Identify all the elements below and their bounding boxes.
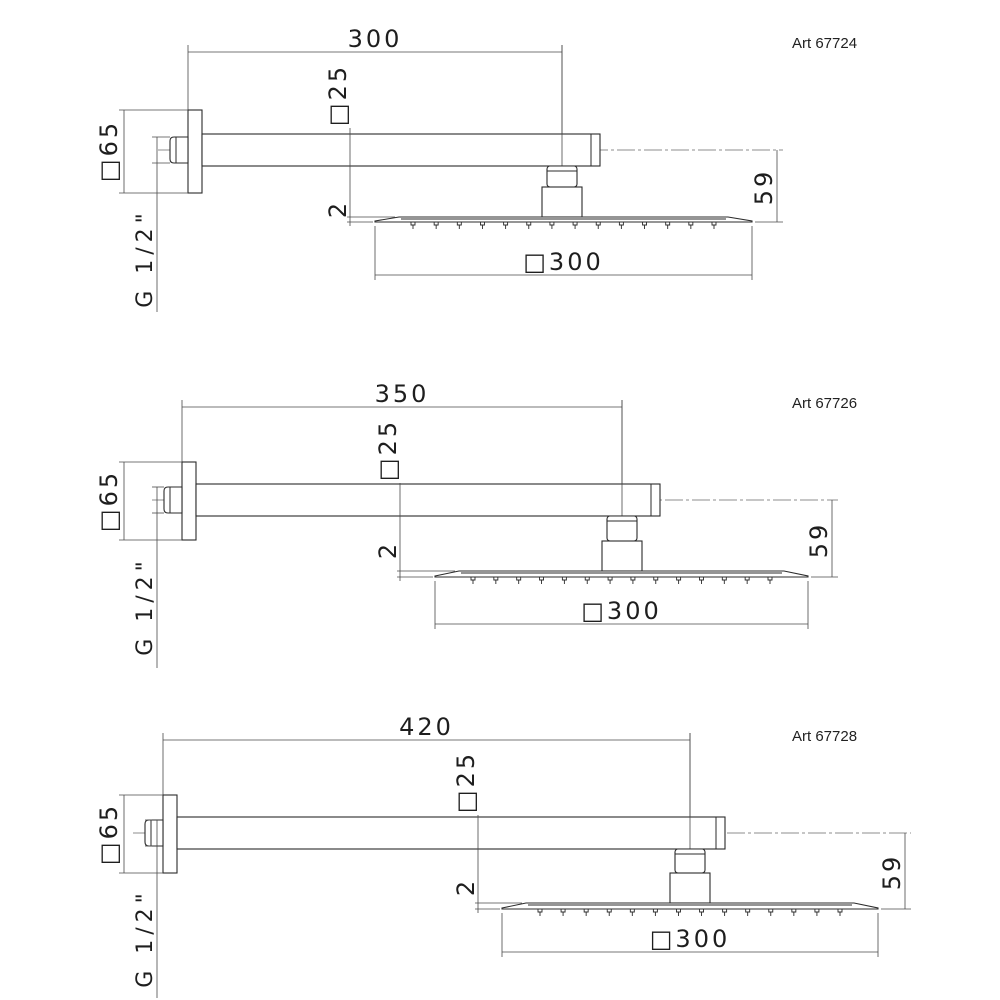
nozzle [527,222,531,229]
arm-length-label: 350 [374,380,430,408]
nozzle [676,909,680,916]
article-number: Art 67728 [792,728,858,745]
nozzle [471,577,475,584]
nozzle [746,909,750,916]
nozzle [619,222,623,229]
head-stem [670,873,710,903]
nozzle [838,909,842,916]
shower-arm-drawing [95,25,857,312]
nozzle [504,222,508,229]
nozzle [643,222,647,229]
plate-section-label: □65 [95,119,123,183]
arm-section-label: □25 [324,63,352,127]
nozzle [677,577,681,584]
nozzle [573,222,577,229]
nozzle [722,577,726,584]
height-label: 59 [805,521,833,559]
article-number: Art 67724 [792,35,858,52]
shower-head-plate [502,903,878,909]
swivel-nut [607,516,637,541]
shower-arm [202,134,600,166]
thread-size-label: G 1/2" [133,888,158,988]
nozzle [607,909,611,916]
threaded-connector [145,820,163,846]
nozzle [596,222,600,229]
nozzle [584,909,588,916]
height-label: 59 [750,168,778,206]
nozzle [561,909,565,916]
nozzle [689,222,693,229]
thread-size-label: G 1/2" [133,208,158,308]
swivel-nut [547,166,577,187]
nozzle [538,909,542,916]
threaded-connector [170,137,188,163]
thread-size-label: G 1/2" [133,556,158,656]
arm-length-label: 420 [399,713,454,741]
nozzle [769,909,773,916]
shower-arm [196,484,660,516]
nozzle [815,909,819,916]
nozzle [494,577,498,584]
nozzle [630,909,634,916]
plate-section-label: □65 [95,469,123,533]
arm-section-label: □25 [452,750,480,814]
nozzle [517,577,521,584]
head-size-label: □300 [523,248,604,276]
nozzle [700,909,704,916]
nozzle [699,577,703,584]
head-stem [602,541,642,571]
nozzle [745,577,749,584]
wall-plate [188,110,202,193]
nozzle [562,577,566,584]
nozzle [666,222,670,229]
arm-section-label: □25 [374,418,402,482]
nozzle [608,577,612,584]
head-thickness-label: 2 [324,199,352,219]
head-size-label: □300 [649,925,731,953]
nozzle [768,577,772,584]
shower-arm-drawing [95,380,857,668]
nozzle [723,909,727,916]
shower-arm-drawing [95,713,911,998]
article-number: Art 67726 [792,395,858,412]
wall-plate [182,462,196,540]
nozzle [653,909,657,916]
head-thickness-label: 2 [374,540,402,560]
nozzle [585,577,589,584]
nozzle [792,909,796,916]
nozzle [434,222,438,229]
swivel-nut [675,849,705,873]
threaded-connector [164,487,182,513]
nozzle [631,577,635,584]
shower-head-plate [435,571,808,577]
wall-plate [163,795,177,873]
nozzle [540,577,544,584]
nozzle [480,222,484,229]
nozzle [654,577,658,584]
nozzle [411,222,415,229]
height-label: 59 [878,853,906,891]
arm-length-label: 300 [347,25,403,53]
nozzle [550,222,554,229]
plate-section-label: □65 [95,802,123,866]
shower-arm [177,817,725,849]
nozzle [457,222,461,229]
head-thickness-label: 2 [452,877,480,897]
head-stem [542,187,582,217]
nozzle [712,222,716,229]
head-size-label: □300 [581,597,662,625]
